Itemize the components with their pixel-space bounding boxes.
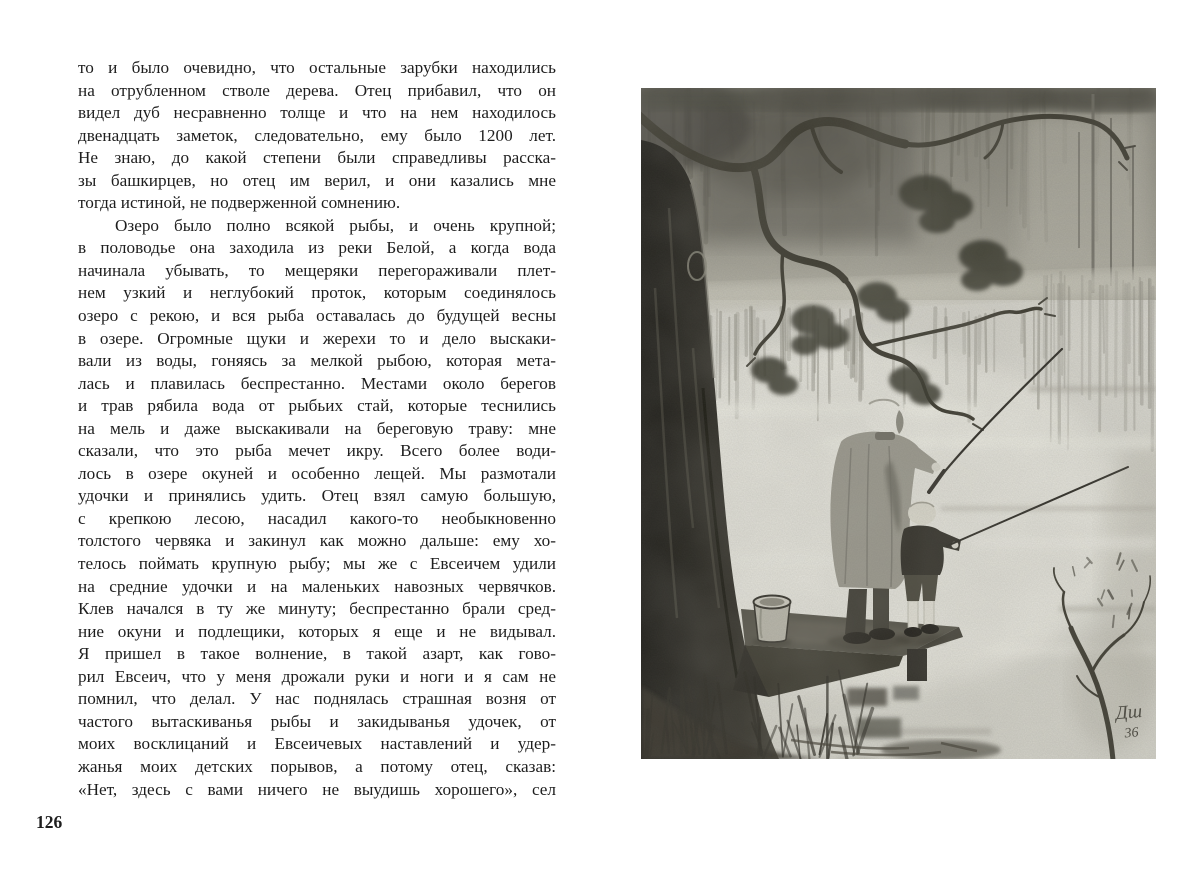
- text-line: и трав рябила вода от рыбьих стай, которые теснились: [78, 396, 556, 416]
- page-text: [78, 57, 556, 801]
- text-line: на средние удочки и на маленьких навозных червячков.: [78, 576, 556, 596]
- text-line: с крепкою лесою, насадил какого-то необыкновенно: [78, 508, 556, 528]
- text-line: на мель и даже выскакивали на береговую траву: мне: [78, 418, 556, 438]
- charcoal-grain-overlay: [641, 88, 1156, 759]
- text-line: моих восклицаний и Евсеичевых наставлений и удер-: [78, 734, 556, 754]
- text-line: помнил, что делал. У нас поднялась страшная возня от: [78, 689, 556, 709]
- text-line: частого вытаскиванья рыбы и закидыванья удочек, от: [78, 711, 556, 731]
- text-line: двенадцать заметок, следовательно, ему было 1200 лет.: [78, 125, 556, 145]
- illustration: [641, 88, 1156, 759]
- text-line: «Нет, здесь с вами ничего не выудишь хорошего», сел: [78, 779, 556, 799]
- text-line: Клев начался в ту же минуту; беспрестанно брали сред-: [78, 599, 556, 619]
- text-line: начинала убывать, то мещеряки перегораживали плет-: [78, 260, 556, 280]
- text-line: Я пришел в такое волнение, в такой азарт, как гово-: [78, 644, 556, 664]
- text-line: телось поймать крупную рыбу; мы же с Евсеичем удили: [78, 554, 556, 574]
- text-line: жанья моих детских порывов, а потому отец, сказав:: [78, 756, 556, 776]
- page-number: 126: [36, 812, 63, 832]
- text-line: лась и плавилась беспрестанно. Местами около берегов: [78, 373, 556, 393]
- text-line: в озере. Огромные щуки и жерехи то и дело выскаки-: [78, 328, 556, 348]
- text-line: вали из воды, гоняясь за мелкой рыбою, которая мета-: [78, 351, 556, 371]
- text-line: сказали, что это рыба мечет икру. Всего более води-: [78, 441, 556, 461]
- text-line: на отрубленном стволе дерева. Отец прибавил, что он: [78, 80, 556, 100]
- text-line: озеро с рекою, и вся рыба оставалась до будущей весны: [78, 306, 556, 326]
- text-line: в половодье она заходила из реки Белой, а когда вода: [78, 238, 556, 258]
- text-line: видел дуб несравненно толще и что на нем находилось: [78, 103, 556, 123]
- text-line: то и было очевидно, что остальные зарубки находились: [78, 58, 556, 77]
- text-line: зы башкирцев, но отец им верил, и они казались мне: [78, 170, 556, 190]
- text-line: толстого червяка и закинул как можно дальше: ему хо-: [78, 531, 556, 551]
- text-line: тогда истиной, не подверженной сомнению.: [78, 193, 401, 213]
- text-line: лось в озере окуней и особенно лещей. Мы размотали: [78, 463, 556, 483]
- text-line: рил Евсеич, что у меня дрожали руки и ноги и я сам не: [78, 666, 556, 686]
- text-line: Не знаю, до какой степени были справедливы расска-: [78, 148, 556, 168]
- text-line: Озеро было полно всякой рыбы, и очень крупной;: [115, 215, 556, 235]
- text-line: удочки и принялись удить. Отец взял самую большую,: [78, 486, 556, 506]
- text-line: нем узкий и неглубокий проток, которым соединялось: [78, 283, 556, 303]
- text-line: ние окуни и подлещики, которых я еще и не видывал.: [78, 621, 556, 641]
